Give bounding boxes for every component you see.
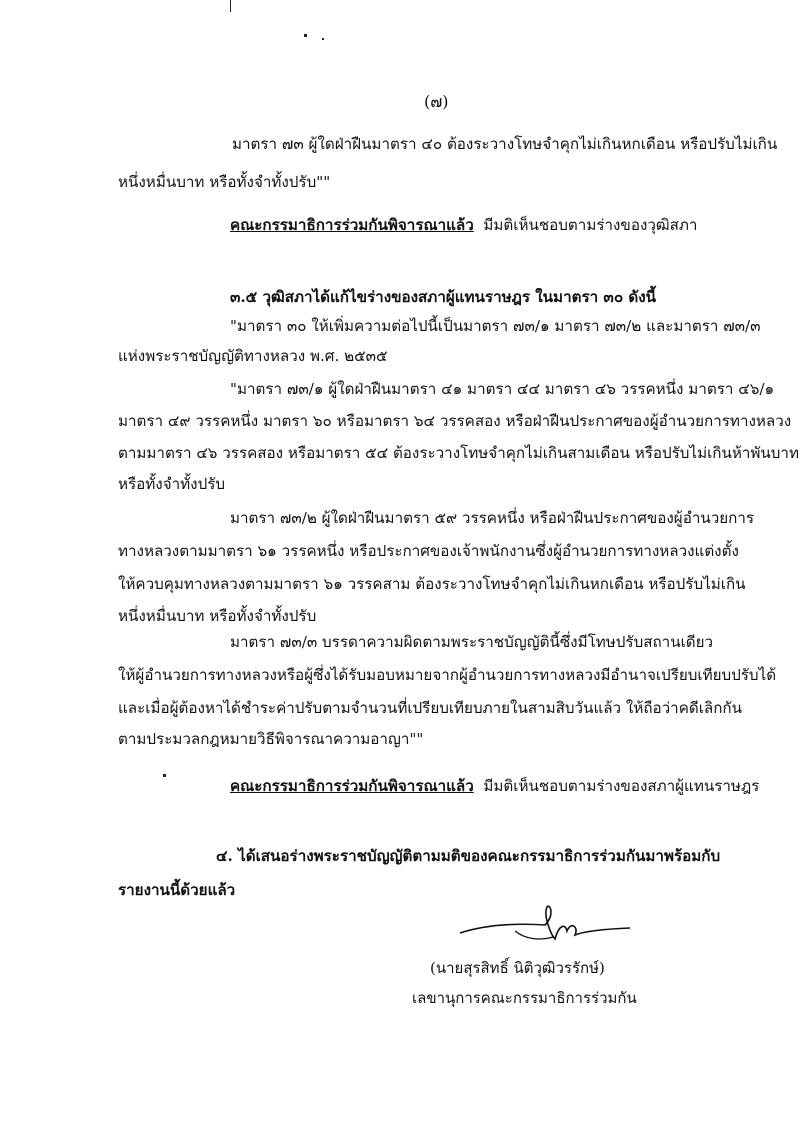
scan-speck (163, 774, 166, 777)
text-line: มาตรา ๔๙ วรรคหนึ่ง มาตรา ๖๐ หรือมาตรา ๖๔ วรรคสอง หรือฝ่าฝืนประกาศของผู้อำนวยการทางหลวง (118, 412, 792, 430)
text-line: หรือทั้งจำทั้งปรับ (118, 475, 226, 493)
text-line: ตามมาตรา ๔๖ วรรคสอง หรือมาตรา ๕๔ ต้องระวางโทษจำคุกไม่เกินสามเดือน หรือปรับไม่เกินห้าพันบาท (118, 444, 799, 462)
committee-resolution (230, 215, 697, 235)
text-line: "มาตรา ๗๓/๑ ผู้ใดฝ่าฝืนมาตรา ๔๑ มาตรา ๔๔ มาตรา ๔๖ วรรคหนึ่ง มาตรา ๔๖/๑ (230, 380, 775, 398)
text-line: รายงานนี้ด้วยแล้ว (118, 881, 236, 899)
scan-speck (304, 34, 307, 37)
signatory-name: (นายสุรสิทธิ์ นิติวุฒิวรรักษ์) (430, 959, 605, 977)
committee-resolution (230, 776, 759, 796)
text-line: "มาตรา ๓๐ ให้เพิ่มความต่อไปนี้เป็นมาตรา ๗๓/๑ มาตรา ๗๓/๒ และมาตรา ๗๓/๓ (230, 317, 761, 335)
text-line: ทางหลวงตามมาตรา ๖๑ วรรคหนึ่ง หรือประกาศของเจ้าพนักงานซึ่งผู้อำนวยการทางหลวงแต่งตั้ง (118, 542, 739, 560)
text-line: และเมื่อผู้ต้องหาได้ชำระค่าปรับตามจำนวนที่เปรียบเทียบภายในสามสิบวันแล้ว ให้ถือว่าคดีเลิกกัน (118, 699, 743, 717)
text-line: มาตรา ๗๓/๓ บรรดาความผิดตามพระราชบัญญัตินี้ซึ่งมีโทษปรับสถานเดียว (230, 633, 714, 651)
resolution-text: มีมติเห็นชอบตามร่างของวุฒิสภา (483, 216, 698, 234)
section-heading: ๓.๕ วุฒิสภาได้แก้ไขร่างของสภาผู้แทนราษฎร ในมาตรา ๓๐ ดังนี้ (230, 288, 657, 306)
committee-label: คณะกรรมาธิการร่วมกันพิจารณาแล้ว (230, 777, 474, 795)
signature (455, 895, 635, 955)
section-heading: ๔. ได้เสนอร่างพระราชบัญญัติตามมติของคณะกรรมาธิการร่วมกันมาพร้อมกับ (216, 847, 721, 865)
text-line: มาตรา ๗๓/๒ ผู้ใดฝ่าฝืนมาตรา ๕๙ วรรคหนึ่ง หรือฝ่าฝืนประกาศของผู้อำนวยการ (230, 509, 755, 527)
signatory-title: เลขานุการคณะกรรมาธิการร่วมกัน (412, 989, 637, 1007)
committee-label: คณะกรรมาธิการร่วมกันพิจารณาแล้ว (230, 216, 474, 234)
text-line: ให้ควบคุมทางหลวงตามมาตรา ๖๑ วรรคสาม ต้องระวางโทษจำคุกไม่เกินหกเดือน หรือปรับไม่เกิน (118, 575, 746, 593)
text-line: แห่งพระราชบัญญัติทางหลวง พ.ศ. ๒๕๓๕ (118, 347, 388, 365)
scan-mark (230, 0, 231, 12)
scan-speck (322, 38, 324, 40)
text-line: มาตรา ๗๓ ผู้ใดฝ่าฝืนมาตรา ๔๐ ต้องระวางโทษจำคุกไม่เกินหกเดือน หรือปรับไม่เกิน (232, 135, 778, 153)
text-line: หนึ่งหมื่นบาท หรือทั้งจำทั้งปรับ (118, 607, 317, 625)
text-line: ตามประมวลกฎหมายวิธีพิจารณาความอาญา"" (118, 730, 424, 748)
page-number: (๗) (424, 92, 449, 111)
text-line: หนึ่งหมื่นบาท หรือทั้งจำทั้งปรับ"" (118, 173, 331, 191)
text-line: ให้ผู้อำนวยการทางหลวงหรือผู้ซึ่งได้รับมอบหมายจากผู้อำนวยการทางหลวงมีอำนาจเปรียบเทียบปรับได้ (118, 666, 777, 684)
resolution-text: มีมติเห็นชอบตามร่างของสภาผู้แทนราษฎร (483, 777, 760, 795)
